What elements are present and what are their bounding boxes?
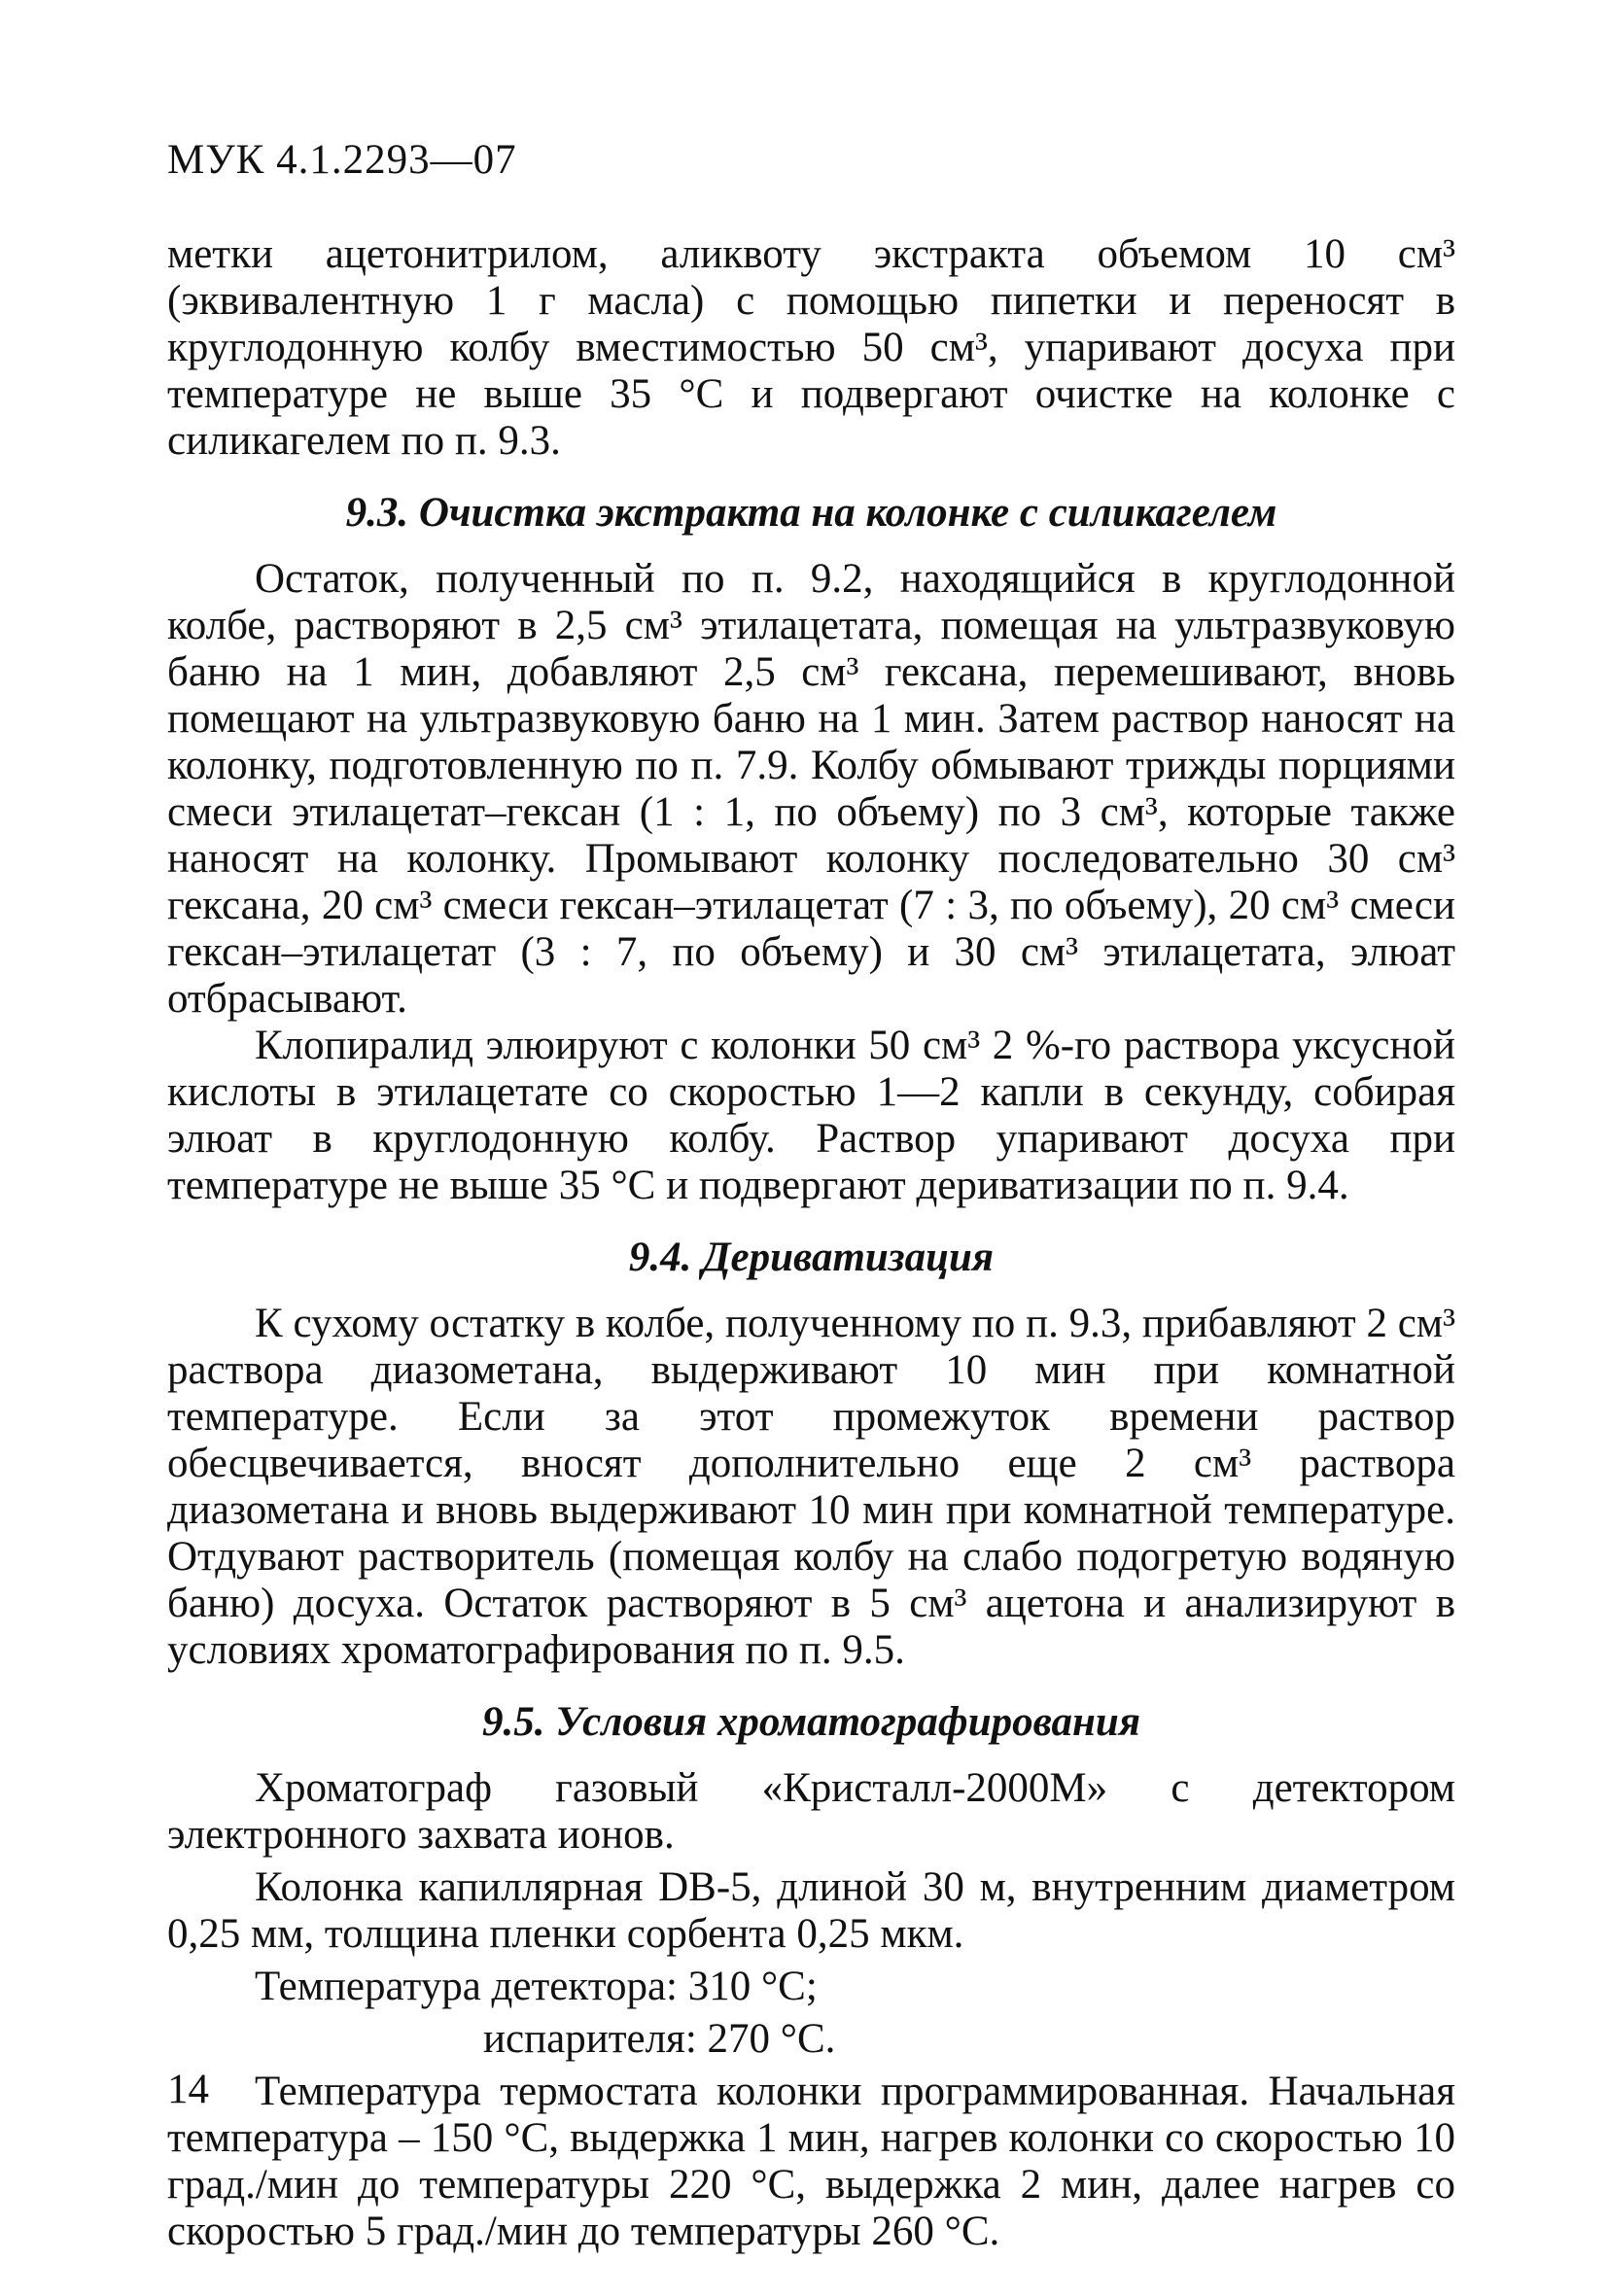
- section-9-5-paragraph-2: Колонка капиллярная DB-5, длиной 30 м, внутренним диаметром 0,25 мм, толщина пленки сорбента 0,25 мкм.: [167, 1864, 1455, 1957]
- section-title: Условия хроматографирования: [555, 1699, 1140, 1745]
- section-9-5-paragraph-5: Температура термостата колонки программированная. Начальная температура – 150 °С, выдержка 1 мин, нагрев колонки со скоростью 10 град./мин до температуры 220 °С, выдержка 2 мин, далее нагрев со скоростью 5 град./мин до температуры 260 °С.: [167, 2069, 1455, 2254]
- section-number: 9.5.: [482, 1699, 545, 1745]
- section-9-3-paragraph-1: Остаток, полученный по п. 9.2, находящийся в круглодонной колбе, растворяют в 2,5 см³ этилацетата, помещая на ультразвуковую баню на 1 мин, добавляют 2,5 см³ гексана, перемешивают, вновь помещают на ультразвуковую баню на 1 мин. Затем раствор наносят на колонку, подготовленную по п. 7.9. Колбу обмывают трижды порциями смеси этилацетат–гексан (1 : 1, по объему) по 3 см³, которые также наносят на колонку. Промывают колонку последовательно 30 см³ гексана, 20 см³ смеси гексан–этилацетат (7 : 3, по объему), 20 см³ смеси гексан–этилацетат (3 : 7, по объему) и 30 см³ этилацетата, элюат отбрасывают.: [167, 556, 1455, 1022]
- section-title: Дериватизация: [702, 1235, 995, 1280]
- page-number: 14: [167, 2067, 209, 2112]
- section-9-5-paragraph-4: испарителя: 270 °С.: [483, 2016, 836, 2062]
- section-9-5-paragraph-3: Температура детектора: 310 °С;: [255, 1964, 818, 2009]
- section-9-3-heading: [167, 490, 1455, 537]
- document-code-header: МУК 4.1.2293—07: [167, 137, 517, 183]
- section-9-4-heading: [167, 1235, 1455, 1281]
- section-9-4-paragraph-1: К сухому остатку в колбе, полученному по п. 9.3, прибавляют 2 см³ раствора диазометана, выдерживают 10 мин при комнатной температуре. Если за этот промежуток времени раствор обесцвечивается, вносят дополнительно еще 2 см³ раствора диазометана и вновь выдерживают 10 мин при комнатной температуре. Отдувают растворитель (помещая колбу на слабо подогретую водяную баню) досуха. Остаток растворяют в 5 см³ ацетона и анализируют в условиях хроматографирования по п. 9.5.: [167, 1301, 1455, 1673]
- section-number: 9.3.: [345, 490, 409, 536]
- section-9-5-paragraph-1: Хроматограф газовый «Кристалл-2000М» с детектором электронного захвата ионов.: [167, 1765, 1455, 1858]
- section-title: Очистка экстракта на колонке с силикагелем: [418, 490, 1277, 536]
- document-body: [167, 231, 1455, 2255]
- section-9-5-heading: [167, 1699, 1455, 1746]
- section-9-3-paragraph-2: Клопиралид элюируют с колонки 50 см³ 2 %-го раствора уксусной кислоты в этилацетате со скоростью 1—2 капли в секунду, собирая элюат в круглодонную колбу. Раствор упаривают досуха при температуре не выше 35 °С и подвергают дериватизации по п. 9.4.: [167, 1023, 1455, 1208]
- section-number: 9.4.: [628, 1235, 692, 1280]
- intro-paragraph: метки ацетонитрилом, аликвоту экстракта объемом 10 см³ (эквивалентную 1 г масла) с помощью пипетки и переносят в круглодонную колбу вместимостью 50 см³, упаривают досуха при температуре не выше 35 °С и подвергают очистке на колонке с силикагелем по п. 9.3.: [167, 231, 1455, 464]
